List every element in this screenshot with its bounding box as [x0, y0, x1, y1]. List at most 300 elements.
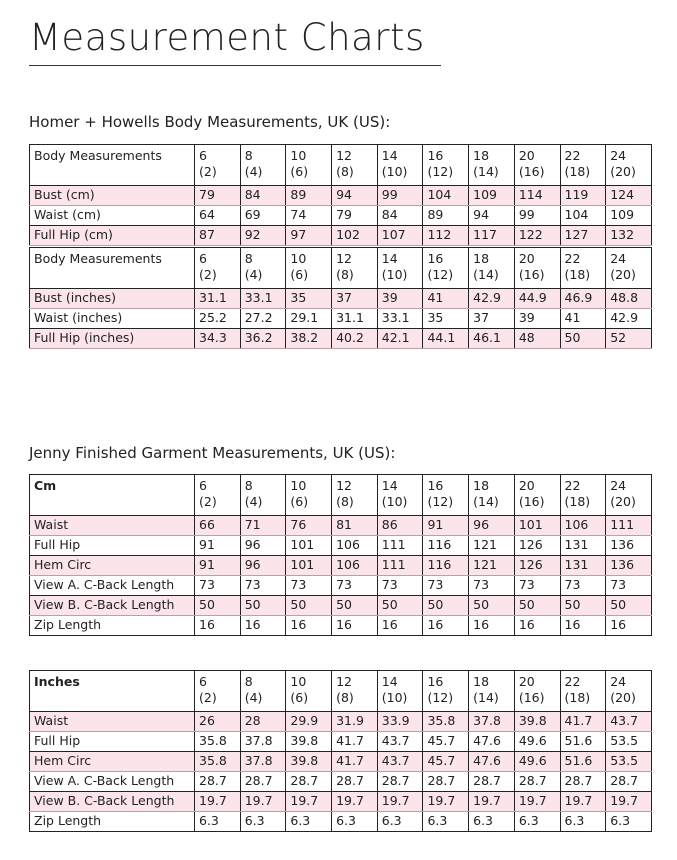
us-size: (18) — [564, 267, 591, 282]
value-cell: 47.6 — [469, 732, 515, 752]
garment-measurements-inches-table — [29, 670, 652, 832]
us-size: (16) — [518, 267, 545, 282]
row-label: Waist (inches) — [30, 309, 195, 329]
value-cell: 91 — [195, 536, 241, 556]
value-cell: 101 — [514, 516, 560, 536]
value-cell: 73 — [514, 576, 560, 596]
value-cell: 87 — [195, 226, 241, 246]
size-header-cell — [286, 248, 332, 289]
us-size: (6) — [290, 164, 309, 179]
uk-size: 24 — [610, 148, 627, 163]
uk-size: 16 — [427, 478, 444, 493]
value-cell: 6.3 — [606, 812, 652, 832]
value-cell: 52 — [606, 329, 652, 349]
value-cell: 19.7 — [469, 792, 515, 812]
us-size: (4) — [244, 164, 263, 179]
size-header-cell — [469, 475, 515, 516]
value-cell: 81 — [332, 516, 378, 536]
value-cell: 19.7 — [240, 792, 286, 812]
table-row — [30, 596, 652, 616]
value-cell: 45.7 — [423, 732, 469, 752]
row-label: Waist — [30, 712, 195, 732]
uk-size: 8 — [244, 251, 253, 266]
value-cell: 48.8 — [606, 289, 652, 309]
value-cell: 50 — [240, 596, 286, 616]
size-header-cell — [469, 671, 515, 712]
value-cell: 91 — [195, 556, 241, 576]
value-cell: 16 — [423, 616, 469, 636]
uk-size: 18 — [473, 251, 490, 266]
value-cell: 35 — [286, 289, 332, 309]
value-cell: 99 — [377, 186, 423, 206]
row-label: Bust (inches) — [30, 289, 195, 309]
value-cell: 104 — [560, 206, 606, 226]
uk-size: 6 — [199, 674, 207, 689]
value-cell: 43.7 — [606, 712, 652, 732]
table-row — [30, 812, 652, 832]
table-row — [30, 772, 652, 792]
value-cell: 33.1 — [377, 309, 423, 329]
value-cell: 99 — [514, 206, 560, 226]
value-cell: 35.8 — [195, 732, 241, 752]
size-header-cell — [286, 671, 332, 712]
size-header-cell — [423, 248, 469, 289]
value-cell: 29.1 — [286, 309, 332, 329]
value-cell: 19.7 — [606, 792, 652, 812]
us-size: (20) — [610, 494, 636, 509]
value-cell: 41.7 — [560, 712, 606, 732]
size-header-label: Cm — [30, 475, 195, 516]
value-cell: 73 — [195, 576, 241, 596]
value-cell: 50 — [286, 596, 332, 616]
us-size: (20) — [610, 690, 636, 705]
us-size: (12) — [427, 494, 454, 509]
us-size: (2) — [199, 267, 217, 282]
value-cell: 44.9 — [514, 289, 560, 309]
value-cell: 111 — [377, 536, 423, 556]
value-cell: 43.7 — [377, 752, 423, 772]
value-cell: 106 — [332, 536, 378, 556]
value-cell: 131 — [560, 536, 606, 556]
uk-size: 22 — [564, 674, 581, 689]
value-cell: 47.6 — [469, 752, 515, 772]
table-row — [30, 329, 652, 349]
uk-size: 16 — [427, 674, 444, 689]
value-cell: 69 — [240, 206, 286, 226]
row-label: Zip Length — [30, 812, 195, 832]
row-label: View B. C-Back Length — [30, 792, 195, 812]
us-size: (14) — [473, 494, 499, 509]
uk-size: 6 — [199, 478, 207, 493]
value-cell: 43.7 — [377, 732, 423, 752]
value-cell: 112 — [423, 226, 469, 246]
row-label: View A. C-Back Length — [30, 772, 195, 792]
value-cell: 76 — [286, 516, 332, 536]
table-row — [30, 206, 652, 226]
us-size: (12) — [427, 267, 454, 282]
value-cell: 33.9 — [377, 712, 423, 732]
value-cell: 46.9 — [560, 289, 606, 309]
size-header-cell — [560, 145, 606, 186]
value-cell: 16 — [606, 616, 652, 636]
uk-size: 8 — [244, 148, 253, 163]
value-cell: 46.1 — [469, 329, 515, 349]
value-cell: 79 — [195, 186, 241, 206]
value-cell: 102 — [332, 226, 378, 246]
value-cell: 37 — [469, 309, 515, 329]
value-cell: 73 — [469, 576, 515, 596]
table-row — [30, 616, 652, 636]
size-header-cell — [240, 248, 286, 289]
us-size: (6) — [290, 267, 309, 282]
size-header-cell — [332, 145, 378, 186]
value-cell: 73 — [377, 576, 423, 596]
value-cell: 51.6 — [560, 732, 606, 752]
us-size: (4) — [244, 690, 263, 705]
value-cell: 89 — [423, 206, 469, 226]
value-cell: 116 — [423, 556, 469, 576]
row-label: Full Hip — [30, 732, 195, 752]
value-cell: 27.2 — [240, 309, 286, 329]
us-size: (4) — [244, 267, 263, 282]
size-header-cell — [606, 248, 652, 289]
size-header-cell — [514, 671, 560, 712]
value-cell: 19.7 — [377, 792, 423, 812]
size-header-cell — [560, 671, 606, 712]
value-cell: 28.7 — [606, 772, 652, 792]
us-size: (8) — [336, 494, 354, 509]
size-header-cell — [195, 671, 241, 712]
size-header-cell — [286, 145, 332, 186]
title-divider — [29, 65, 441, 66]
row-label: View A. C-Back Length — [30, 576, 195, 596]
uk-size: 22 — [564, 251, 581, 266]
value-cell: 132 — [606, 226, 652, 246]
us-size: (2) — [199, 164, 217, 179]
value-cell: 35 — [423, 309, 469, 329]
value-cell: 44.1 — [423, 329, 469, 349]
value-cell: 111 — [606, 516, 652, 536]
uk-size: 24 — [610, 478, 627, 493]
value-cell: 73 — [560, 576, 606, 596]
value-cell: 42.9 — [606, 309, 652, 329]
value-cell: 126 — [514, 536, 560, 556]
uk-size: 20 — [518, 478, 535, 493]
value-cell: 107 — [377, 226, 423, 246]
uk-size: 12 — [336, 674, 352, 689]
value-cell: 19.7 — [560, 792, 606, 812]
table-row — [30, 732, 652, 752]
value-cell: 91 — [423, 516, 469, 536]
row-label: Hem Circ — [30, 752, 195, 772]
value-cell: 16 — [560, 616, 606, 636]
us-size: (12) — [427, 690, 454, 705]
value-cell: 79 — [332, 206, 378, 226]
value-cell: 39 — [514, 309, 560, 329]
uk-size: 6 — [199, 148, 207, 163]
us-size: (20) — [610, 267, 636, 282]
row-label: Full Hip (inches) — [30, 329, 195, 349]
value-cell: 42.1 — [377, 329, 423, 349]
value-cell: 16 — [240, 616, 286, 636]
row-label: View B. C-Back Length — [30, 596, 195, 616]
garment-measurements-cm-table — [29, 474, 652, 636]
uk-size: 16 — [427, 148, 444, 163]
uk-size: 14 — [381, 251, 398, 266]
us-size: (16) — [518, 494, 545, 509]
value-cell: 127 — [560, 226, 606, 246]
us-size: (10) — [381, 267, 408, 282]
value-cell: 26 — [195, 712, 241, 732]
value-cell: 6.3 — [332, 812, 378, 832]
value-cell: 6.3 — [469, 812, 515, 832]
value-cell: 16 — [514, 616, 560, 636]
size-header-cell — [423, 475, 469, 516]
value-cell: 39.8 — [286, 752, 332, 772]
us-size: (2) — [199, 690, 217, 705]
value-cell: 84 — [377, 206, 423, 226]
value-cell: 28.7 — [286, 772, 332, 792]
size-header-cell — [240, 671, 286, 712]
uk-size: 20 — [518, 674, 535, 689]
value-cell: 51.6 — [560, 752, 606, 772]
value-cell: 131 — [560, 556, 606, 576]
value-cell: 6.3 — [195, 812, 241, 832]
value-cell: 25.2 — [195, 309, 241, 329]
value-cell: 28.7 — [469, 772, 515, 792]
value-cell: 136 — [606, 556, 652, 576]
garment-measurements-heading: Jenny Finished Garment Measurements, UK (US): — [29, 444, 396, 462]
us-size: (16) — [518, 690, 545, 705]
us-size: (2) — [199, 494, 217, 509]
table-row — [30, 309, 652, 329]
uk-size: 24 — [610, 251, 627, 266]
value-cell: 37.8 — [240, 732, 286, 752]
value-cell: 28.7 — [514, 772, 560, 792]
value-cell: 73 — [240, 576, 286, 596]
value-cell: 48 — [514, 329, 560, 349]
size-header-cell — [195, 475, 241, 516]
value-cell: 28.7 — [560, 772, 606, 792]
table-row — [30, 186, 652, 206]
row-label: Waist — [30, 516, 195, 536]
us-size: (4) — [244, 494, 263, 509]
value-cell: 28.7 — [377, 772, 423, 792]
size-header-cell — [423, 145, 469, 186]
table-row — [30, 752, 652, 772]
value-cell: 121 — [469, 556, 515, 576]
body-measurements-inches-table — [29, 247, 652, 349]
value-cell: 73 — [286, 576, 332, 596]
value-cell: 50 — [195, 596, 241, 616]
value-cell: 89 — [286, 186, 332, 206]
value-cell: 101 — [286, 556, 332, 576]
value-cell: 19.7 — [514, 792, 560, 812]
value-cell: 37.8 — [240, 752, 286, 772]
body-measurements-heading: Homer + Howells Body Measurements, UK (US): — [29, 113, 391, 131]
us-size: (14) — [473, 267, 499, 282]
us-size: (12) — [427, 164, 454, 179]
value-cell: 39.8 — [286, 732, 332, 752]
value-cell: 6.3 — [560, 812, 606, 832]
value-cell: 94 — [469, 206, 515, 226]
value-cell: 16 — [195, 616, 241, 636]
us-size: (10) — [381, 690, 408, 705]
size-header-cell — [240, 145, 286, 186]
us-size: (6) — [290, 690, 309, 705]
value-cell: 31.9 — [332, 712, 378, 732]
value-cell: 50 — [606, 596, 652, 616]
us-size: (14) — [473, 164, 499, 179]
value-cell: 50 — [377, 596, 423, 616]
value-cell: 119 — [560, 186, 606, 206]
value-cell: 28.7 — [195, 772, 241, 792]
value-cell: 50 — [423, 596, 469, 616]
uk-size: 12 — [336, 478, 352, 493]
value-cell: 33.1 — [240, 289, 286, 309]
value-cell: 86 — [377, 516, 423, 536]
value-cell: 39.8 — [514, 712, 560, 732]
uk-size: 10 — [290, 674, 307, 689]
value-cell: 71 — [240, 516, 286, 536]
value-cell: 136 — [606, 536, 652, 556]
value-cell: 19.7 — [195, 792, 241, 812]
value-cell: 109 — [469, 186, 515, 206]
value-cell: 28.7 — [332, 772, 378, 792]
value-cell: 50 — [332, 596, 378, 616]
size-header-cell — [332, 475, 378, 516]
uk-size: 14 — [381, 148, 398, 163]
uk-size: 6 — [199, 251, 207, 266]
uk-size: 18 — [473, 674, 490, 689]
value-cell: 114 — [514, 186, 560, 206]
us-size: (6) — [290, 494, 309, 509]
value-cell: 49.6 — [514, 732, 560, 752]
value-cell: 92 — [240, 226, 286, 246]
us-size: (14) — [473, 690, 499, 705]
row-label: Waist (cm) — [30, 206, 195, 226]
table-row — [30, 226, 652, 246]
value-cell: 111 — [377, 556, 423, 576]
value-cell: 53.5 — [606, 752, 652, 772]
size-header-cell — [606, 475, 652, 516]
size-header-cell — [423, 671, 469, 712]
size-header-cell — [240, 475, 286, 516]
size-header-label: Body Measurements — [30, 145, 195, 186]
value-cell: 53.5 — [606, 732, 652, 752]
value-cell: 50 — [469, 596, 515, 616]
value-cell: 16 — [469, 616, 515, 636]
value-cell: 109 — [606, 206, 652, 226]
value-cell: 64 — [195, 206, 241, 226]
size-header-cell — [195, 248, 241, 289]
size-header-cell — [469, 145, 515, 186]
size-header-cell — [560, 248, 606, 289]
value-cell: 6.3 — [423, 812, 469, 832]
uk-size: 20 — [518, 251, 535, 266]
value-cell: 37.8 — [469, 712, 515, 732]
value-cell: 19.7 — [286, 792, 332, 812]
size-header-cell — [377, 475, 423, 516]
value-cell: 29.9 — [286, 712, 332, 732]
us-size: (8) — [336, 164, 354, 179]
value-cell: 73 — [423, 576, 469, 596]
value-cell: 6.3 — [286, 812, 332, 832]
value-cell: 37 — [332, 289, 378, 309]
value-cell: 35.8 — [195, 752, 241, 772]
value-cell: 106 — [560, 516, 606, 536]
size-header-cell — [469, 248, 515, 289]
value-cell: 96 — [240, 536, 286, 556]
value-cell: 97 — [286, 226, 332, 246]
row-label: Full Hip — [30, 536, 195, 556]
value-cell: 104 — [423, 186, 469, 206]
size-header-cell — [286, 475, 332, 516]
value-cell: 19.7 — [423, 792, 469, 812]
uk-size: 10 — [290, 251, 307, 266]
value-cell: 41.7 — [332, 732, 378, 752]
value-cell: 101 — [286, 536, 332, 556]
value-cell: 126 — [514, 556, 560, 576]
us-size: (10) — [381, 164, 408, 179]
value-cell: 6.3 — [240, 812, 286, 832]
us-size: (18) — [564, 690, 591, 705]
value-cell: 41 — [423, 289, 469, 309]
value-cell: 16 — [377, 616, 423, 636]
value-cell: 116 — [423, 536, 469, 556]
row-label: Zip Length — [30, 616, 195, 636]
uk-size: 12 — [336, 251, 352, 266]
table-row — [30, 712, 652, 732]
uk-size: 20 — [518, 148, 535, 163]
us-size: (8) — [336, 690, 354, 705]
value-cell: 73 — [606, 576, 652, 596]
size-header-cell — [514, 248, 560, 289]
value-cell: 40.2 — [332, 329, 378, 349]
value-cell: 28 — [240, 712, 286, 732]
value-cell: 117 — [469, 226, 515, 246]
value-cell: 49.6 — [514, 752, 560, 772]
size-header-cell — [195, 145, 241, 186]
size-header-cell — [606, 145, 652, 186]
value-cell: 50 — [560, 596, 606, 616]
table-row — [30, 556, 652, 576]
page-title: Measurement Charts — [29, 16, 425, 59]
value-cell: 41 — [560, 309, 606, 329]
size-header-cell — [332, 248, 378, 289]
row-label: Bust (cm) — [30, 186, 195, 206]
body-measurements-cm-table — [29, 144, 652, 246]
size-header-cell — [377, 671, 423, 712]
size-header-cell — [377, 248, 423, 289]
size-header-label: Body Measurements — [30, 248, 195, 289]
uk-size: 8 — [244, 478, 253, 493]
value-cell: 94 — [332, 186, 378, 206]
value-cell: 35.8 — [423, 712, 469, 732]
table-row — [30, 792, 652, 812]
value-cell: 50 — [514, 596, 560, 616]
value-cell: 19.7 — [332, 792, 378, 812]
size-header-cell — [377, 145, 423, 186]
value-cell: 16 — [332, 616, 378, 636]
row-label: Full Hip (cm) — [30, 226, 195, 246]
value-cell: 39 — [377, 289, 423, 309]
value-cell: 6.3 — [377, 812, 423, 832]
uk-size: 18 — [473, 148, 490, 163]
size-header-row — [30, 671, 652, 712]
value-cell: 73 — [332, 576, 378, 596]
uk-size: 10 — [290, 478, 307, 493]
